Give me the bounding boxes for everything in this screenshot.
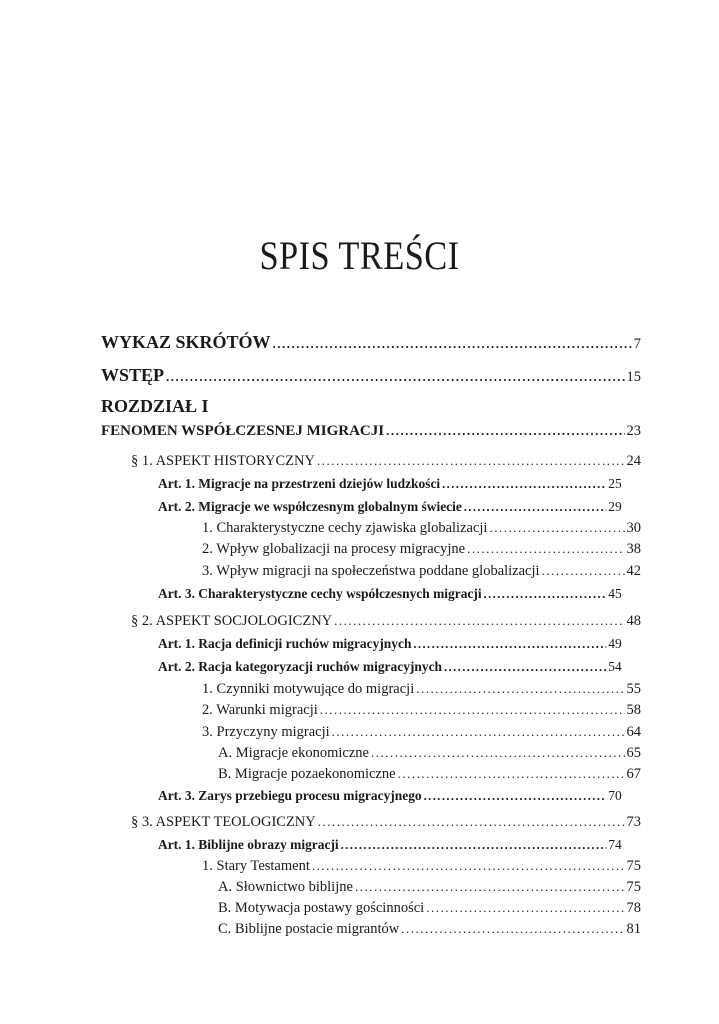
chapter-heading: ROZDZIAŁ I (101, 396, 209, 416)
dot-leader (442, 476, 606, 492)
toc-entry-abbreviations[interactable] (101, 332, 641, 353)
dot-leader (386, 423, 624, 439)
toc-entry-label: Art. 1. Migracje na przestrzeni dziejów ludzkości (158, 477, 441, 492)
dot-leader (464, 499, 607, 515)
toc-entry-page: 7 (633, 336, 641, 352)
toc-entry-page: 48 (626, 613, 641, 629)
toc-entry-label: § 3. ASPEKT TEOLOGICZNY (131, 814, 316, 830)
toc-entry-page: 15 (626, 369, 641, 385)
dot-leader (489, 520, 624, 536)
toc-entry-label: Art. 2. Racja kategoryzacji ruchów migracyjnych (158, 660, 443, 675)
dot-leader (273, 336, 632, 352)
toc-entry-label: 3. Przyczyny migracji (202, 724, 330, 740)
toc-entry-page: 78 (626, 900, 641, 916)
toc-entry-article[interactable] (158, 499, 622, 516)
toc-entry-label: FENOMEN WSPÓŁCZESNEJ MIGRACJI (101, 423, 385, 439)
toc-entry-label: § 1. ASPEKT HISTORYCZNY (131, 453, 315, 469)
toc-entry-article[interactable] (158, 636, 622, 653)
toc-entry-label: Art. 3. Zarys przebiegu procesu migracyjnego (158, 789, 422, 804)
dot-leader (467, 541, 624, 557)
toc-entry-section[interactable] (131, 453, 641, 470)
toc-entry-label: 1. Stary Testament (202, 858, 310, 874)
toc-entry-label: B. Motywacja postawy gościnności (218, 900, 425, 916)
dot-leader (398, 766, 625, 782)
dot-leader (355, 879, 625, 895)
dot-leader (416, 681, 624, 697)
toc-entry-label: 2. Warunki migracji (202, 702, 318, 718)
toc-entry-subsection[interactable] (202, 520, 641, 537)
toc-entry-subsection[interactable] (202, 563, 641, 580)
toc-entry-label: Art. 3. Charakterystyczne cechy współczesnych migracji (158, 587, 482, 602)
toc-entry-subsubsection[interactable] (218, 879, 641, 896)
dot-leader (424, 788, 607, 804)
toc-entry-introduction[interactable] (101, 365, 641, 386)
toc-entry-page: 64 (626, 724, 641, 740)
dot-leader (341, 837, 607, 853)
toc-entry-article[interactable] (158, 788, 622, 805)
toc-entry-section[interactable] (131, 814, 641, 831)
toc-entry-label: C. Biblijne postacie migrantów (218, 921, 400, 937)
toc-entry-page: 29 (608, 500, 622, 515)
toc-entry-label: 2. Wpływ globalizacji na procesy migracyjne (202, 541, 466, 557)
toc-entry-label: § 2. ASPEKT SOCJOLOGICZNY (131, 613, 333, 629)
toc-entry-page: 25 (608, 477, 622, 492)
toc-entry-label: WYKAZ SKRÓTÓW (101, 332, 271, 352)
toc-entry-label: 1. Czynniki motywujące do migracji (202, 681, 415, 697)
dot-leader (332, 724, 625, 740)
toc-entry-label: Art. 1. Biblijne obrazy migracji (158, 838, 339, 853)
toc-entry-page: 23 (626, 423, 641, 439)
toc-entry-page: 70 (608, 789, 622, 804)
toc-entry-page: 30 (626, 520, 641, 536)
toc-entry-page: 67 (626, 766, 641, 782)
dot-leader (334, 613, 624, 629)
toc-entry-chapter-title[interactable] (101, 423, 641, 440)
toc-entry-page: 58 (626, 702, 641, 718)
toc-entry-subsection[interactable] (202, 858, 641, 875)
toc-entry-article[interactable] (158, 837, 622, 854)
toc-entry-page: 75 (626, 879, 641, 895)
toc-entry-article[interactable] (158, 586, 622, 603)
page-title: SPIS TREŚCI (259, 233, 460, 278)
toc-entry-label: Art. 1. Racja definicji ruchów migracyjnych (158, 637, 412, 652)
toc-entry-page: 45 (608, 587, 622, 602)
dot-leader (320, 702, 625, 718)
toc-entry-page: 49 (608, 637, 622, 652)
toc-entry-subsubsection[interactable] (218, 900, 641, 917)
toc-entry-subsection[interactable] (202, 681, 641, 698)
toc-entry-article[interactable] (158, 659, 622, 676)
toc-entry-page: 42 (626, 563, 641, 579)
dot-leader (166, 369, 624, 385)
toc-entry-subsubsection[interactable] (218, 921, 641, 938)
toc-entry-page: 38 (626, 541, 641, 557)
toc-entry-page: 55 (626, 681, 641, 697)
dot-leader (413, 636, 606, 652)
toc-entry-page: 74 (608, 838, 622, 853)
toc-entry-subsection[interactable] (202, 702, 641, 719)
toc-entry-subsubsection[interactable] (218, 745, 641, 762)
toc-entry-label: A. Migracje ekonomiczne (218, 745, 369, 761)
dot-leader (542, 563, 625, 579)
toc-entry-subsection[interactable] (202, 541, 641, 558)
toc-entry-article[interactable] (158, 476, 622, 493)
toc-entry-label: Art. 2. Migracje we współczesnym globalnym świecie (158, 500, 462, 515)
toc-entry-page: 24 (626, 453, 641, 469)
dot-leader (401, 921, 624, 937)
toc-entry-label: 3. Wpływ migracji na społeczeństwa poddane globalizacji (202, 563, 540, 579)
toc-entry-label: 1. Charakterystyczne cechy zjawiska globalizacji (202, 520, 488, 536)
toc-entry-page: 75 (626, 858, 641, 874)
dot-leader (371, 745, 625, 761)
toc-entry-page: 65 (626, 745, 641, 761)
dot-leader (318, 814, 625, 830)
toc-entry-label: A. Słownictwo biblijne (218, 879, 353, 895)
toc-entry-label: B. Migracje pozaekonomiczne (218, 766, 396, 782)
dot-leader (444, 659, 606, 675)
toc-entry-page: 54 (608, 660, 622, 675)
dot-leader (484, 586, 607, 602)
dot-leader (312, 858, 625, 874)
toc-entry-section[interactable] (131, 613, 641, 630)
toc-entry-page: 73 (626, 814, 641, 830)
dot-leader (317, 453, 625, 469)
toc-entry-subsection[interactable] (202, 724, 641, 741)
toc-entry-subsubsection[interactable] (218, 766, 641, 783)
toc-entry-label: WSTĘP (101, 365, 165, 385)
dot-leader (426, 900, 624, 916)
toc-entry-page: 81 (626, 921, 641, 937)
